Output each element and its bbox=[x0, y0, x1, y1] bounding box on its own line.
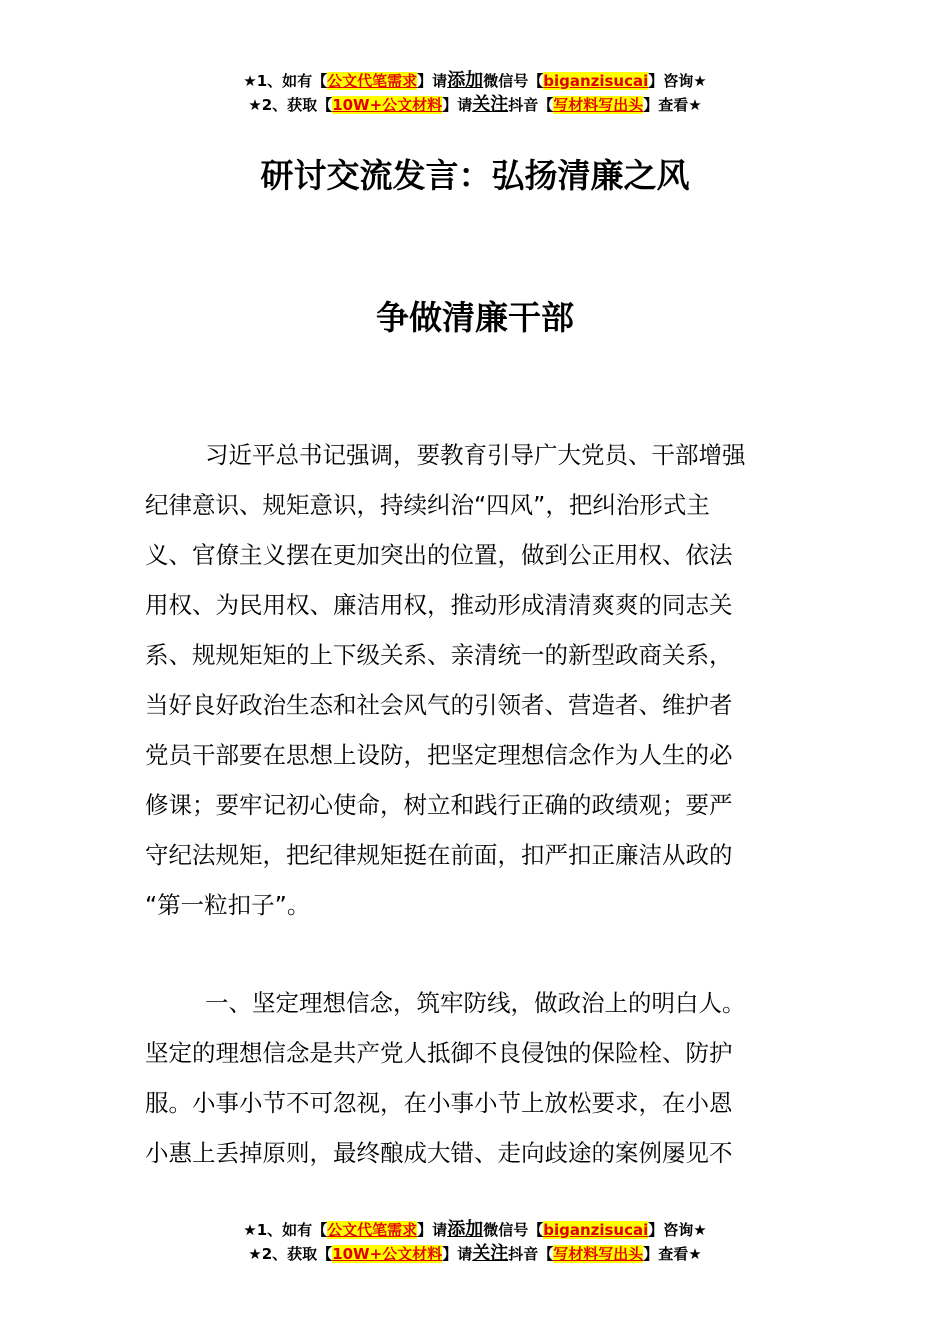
banner-text: 】查看★ bbox=[643, 1245, 702, 1263]
highlight: 公文代笔需求 bbox=[327, 72, 418, 90]
text-line: 党员干部要在思想上设防，把坚定理想信念作为人生的必 bbox=[145, 741, 733, 769]
douyin-id: 写材料写出头 bbox=[553, 1245, 644, 1263]
banner-text: ★1、如有【 bbox=[243, 1221, 328, 1239]
banner-text: 抖音【 bbox=[508, 96, 554, 114]
banner-text: 】请 bbox=[417, 72, 448, 90]
text-line: 用权、为民用权、廉洁用权，推动形成清清爽爽的同志关 bbox=[145, 591, 733, 619]
banner-text: 】咨询★ bbox=[648, 1221, 707, 1239]
banner-line-1 bbox=[0, 1218, 950, 1242]
emphasis: 添加 bbox=[447, 1219, 484, 1240]
bottom-banner bbox=[0, 1218, 950, 1266]
highlight: 10W+公文材料 bbox=[332, 96, 443, 114]
top-banner bbox=[0, 69, 950, 117]
banner-text: 】请 bbox=[417, 1221, 448, 1239]
text-line: 习近平总书记强调，要教育引导广大党员、干部增强 bbox=[205, 441, 746, 469]
banner-text: ★1、如有【 bbox=[243, 72, 328, 90]
text-line: 系、规规矩矩的上下级关系、亲清统一的新型政商关系， bbox=[145, 641, 733, 669]
text-line: 服。小事小节不可忽视，在小事小节上放松要求，在小恩 bbox=[145, 1089, 733, 1117]
emphasis: 添加 bbox=[447, 70, 484, 91]
paragraph-2 bbox=[145, 978, 815, 1178]
text-line: 当好良好政治生态和社会风气的引领者、营造者、维护者 bbox=[145, 691, 733, 719]
banner-text: 】咨询★ bbox=[648, 72, 707, 90]
highlight: 10W+公文材料 bbox=[332, 1245, 443, 1263]
text-line: 守纪法规矩，把纪律规矩挺在前面，扣严扣正廉洁从政的 bbox=[145, 841, 733, 869]
douyin-id: 写材料写出头 bbox=[553, 96, 644, 114]
banner-text: ★2、获取【 bbox=[248, 1245, 333, 1263]
wechat-id: biganzisucai bbox=[543, 1221, 649, 1239]
banner-text: 】查看★ bbox=[643, 96, 702, 114]
banner-line-2 bbox=[0, 1242, 950, 1266]
text-line: “第一粒扣子”。 bbox=[145, 891, 311, 919]
banner-text: 抖音【 bbox=[508, 1245, 554, 1263]
text-line: 纪律意识、规矩意识，持续纠治“四风”，把纠治形式主 bbox=[145, 491, 710, 519]
banner-line-1 bbox=[0, 69, 950, 93]
emphasis: 关注 bbox=[472, 94, 509, 115]
emphasis: 关注 bbox=[472, 1243, 509, 1264]
text-line: 义、官僚主义摆在更加突出的位置，做到公正用权、依法 bbox=[145, 541, 733, 569]
highlight: 公文代笔需求 bbox=[327, 1221, 418, 1239]
banner-text: 】请 bbox=[442, 1245, 473, 1263]
banner-text: 微信号【 bbox=[483, 72, 544, 90]
text-line: 坚定的理想信念是共产党人抵御不良侵蚀的保险栓、防护 bbox=[145, 1039, 733, 1067]
page-title-line-2: 争做清廉干部 bbox=[376, 298, 574, 337]
banner-text: ★2、获取【 bbox=[248, 96, 333, 114]
text-line: 一、坚定理想信念，筑牢防线，做政治上的明白人。 bbox=[205, 989, 746, 1017]
text-line: 小惠上丢掉原则，最终酿成大错、走向歧途的案例屡见不 bbox=[145, 1139, 733, 1167]
banner-line-2 bbox=[0, 93, 950, 117]
banner-text: 微信号【 bbox=[483, 1221, 544, 1239]
text-line: 修课；要牢记初心使命，树立和践行正确的政绩观；要严 bbox=[145, 791, 733, 819]
paragraph-1 bbox=[145, 430, 815, 930]
wechat-id: biganzisucai bbox=[543, 72, 649, 90]
banner-text: 】请 bbox=[442, 96, 473, 114]
page-title-line-1: 研讨交流发言：弘扬清廉之风 bbox=[260, 156, 690, 195]
